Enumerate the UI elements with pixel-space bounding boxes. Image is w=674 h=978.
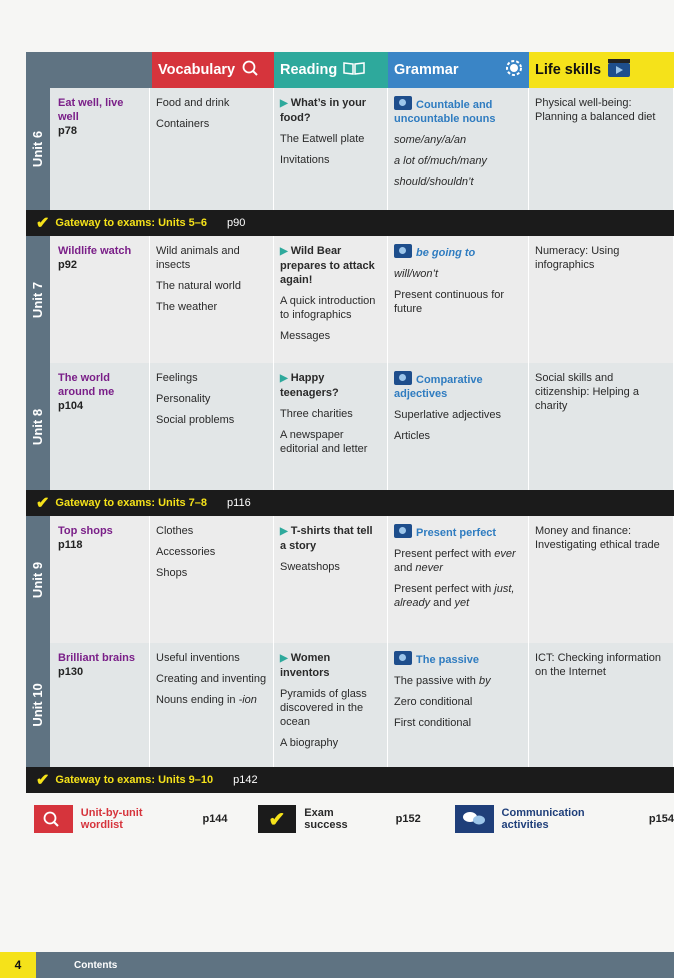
unit-title[interactable]: Top shops p118 [50, 516, 150, 643]
life-skills-cell: Social skills and citizenship: Helping a charity [529, 363, 674, 490]
reading-cell: ▶ T-shirts that tell a story Sweatshops [274, 516, 388, 643]
unit-title[interactable]: Brilliant brains p130 [50, 643, 150, 767]
checkmark-icon: ✔ [36, 772, 50, 789]
video-icon [394, 244, 412, 258]
video-icon [607, 58, 631, 82]
column-header [26, 52, 674, 88]
gateway-bar[interactable]: ✔ Gateway to exams: Units 9–10 p142 [26, 767, 674, 793]
magnifier-icon [34, 805, 73, 833]
gear-icon [505, 59, 523, 81]
video-icon [394, 96, 412, 110]
reading-cell: ▶ What’s in your food? The Eatwell plate Invitations [274, 88, 388, 210]
section-title: Contents [74, 959, 118, 971]
page-footer [0, 952, 674, 978]
speech-bubble-icon [455, 805, 494, 833]
unit-tab: Unit 6 [26, 88, 50, 210]
life-skills-cell: Physical well-being: Planning a balanced diet [529, 88, 674, 210]
header-vocabulary: Vocabulary [152, 52, 274, 88]
header-grammar: Grammar [388, 52, 529, 88]
grammar-cell: Countable and uncountable nouns some/any/a/an a lot of/much/many should/shouldn’t [388, 88, 529, 210]
unit-row [26, 516, 674, 643]
unit-tab: Unit 7 [26, 236, 50, 363]
grammar-cell: Comparative adjectives Superlative adjectives Articles [388, 363, 529, 490]
play-arrow-icon: ▶ [280, 653, 288, 664]
vocabulary-cell: Wild animals and insects The natural world The weather [150, 236, 274, 363]
checkmark-icon: ✔ [36, 495, 50, 512]
vocabulary-cell: Food and drink Containers [150, 88, 274, 210]
grammar-cell: Present perfect Present perfect with ever and never Present perfect with just, already and yet [388, 516, 529, 643]
unit-title[interactable]: The world around me p104 [50, 363, 150, 490]
unit-tab: Unit 8 [26, 363, 50, 490]
video-icon [394, 371, 412, 385]
magnifier-icon [241, 60, 263, 80]
unit-row [26, 88, 674, 210]
unit-row [26, 643, 674, 767]
video-icon [394, 651, 412, 665]
unit-row [26, 236, 674, 363]
exam-success-link[interactable]: ✔ Exam success p152 [258, 805, 421, 833]
video-icon [394, 524, 412, 538]
play-arrow-icon: ▶ [280, 98, 288, 109]
grammar-cell: The passive The passive with by Zero conditional First conditional [388, 643, 529, 767]
play-arrow-icon: ▶ [280, 526, 288, 537]
contents-table [26, 52, 674, 839]
checkmark-icon: ✔ [258, 805, 297, 833]
header-reading: Reading [274, 52, 388, 88]
unit-title[interactable]: Wildlife watch p92 [50, 236, 150, 363]
unit-row [26, 363, 674, 490]
reading-cell: ▶ Women inventors Pyramids of glass discovered in the ocean A biography [274, 643, 388, 767]
unit-title[interactable]: Eat well, live well p78 [50, 88, 150, 210]
checkmark-icon: ✔ [36, 215, 50, 232]
play-arrow-icon: ▶ [280, 246, 288, 257]
book-icon [343, 61, 365, 79]
reading-cell: ▶ Wild Bear prepares to attack again! A quick introduction to infographics Messages [274, 236, 388, 363]
life-skills-cell: ICT: Checking information on the Internet [529, 643, 674, 767]
reading-cell: ▶ Happy teenagers? Three charities A newspaper editorial and letter [274, 363, 388, 490]
life-skills-cell: Money and finance: Investigating ethical trade [529, 516, 674, 643]
vocabulary-cell: Feelings Personality Social problems [150, 363, 274, 490]
play-arrow-icon: ▶ [280, 373, 288, 384]
life-skills-cell: Numeracy: Using infographics [529, 236, 674, 363]
wordlist-link[interactable]: Unit-by-unit wordlist p144 [34, 805, 228, 833]
unit-tab: Unit 9 [26, 516, 50, 643]
gateway-bar[interactable]: ✔ Gateway to exams: Units 7–8 p116 [26, 490, 674, 516]
unit-tab: Unit 10 [26, 643, 50, 767]
communication-activities-link[interactable]: Communication activities p154 [455, 805, 674, 833]
gateway-bar[interactable]: ✔ Gateway to exams: Units 5–6 p90 [26, 210, 674, 236]
page-number: 4 [0, 952, 36, 978]
grammar-cell: be going to will/won’t Present continuous for future [388, 236, 529, 363]
reference-sections [26, 799, 674, 839]
vocabulary-cell: Useful inventions Creating and inventing Nouns ending in -ion [150, 643, 274, 767]
header-life-skills: Life skills [529, 52, 674, 88]
vocabulary-cell: Clothes Accessories Shops [150, 516, 274, 643]
